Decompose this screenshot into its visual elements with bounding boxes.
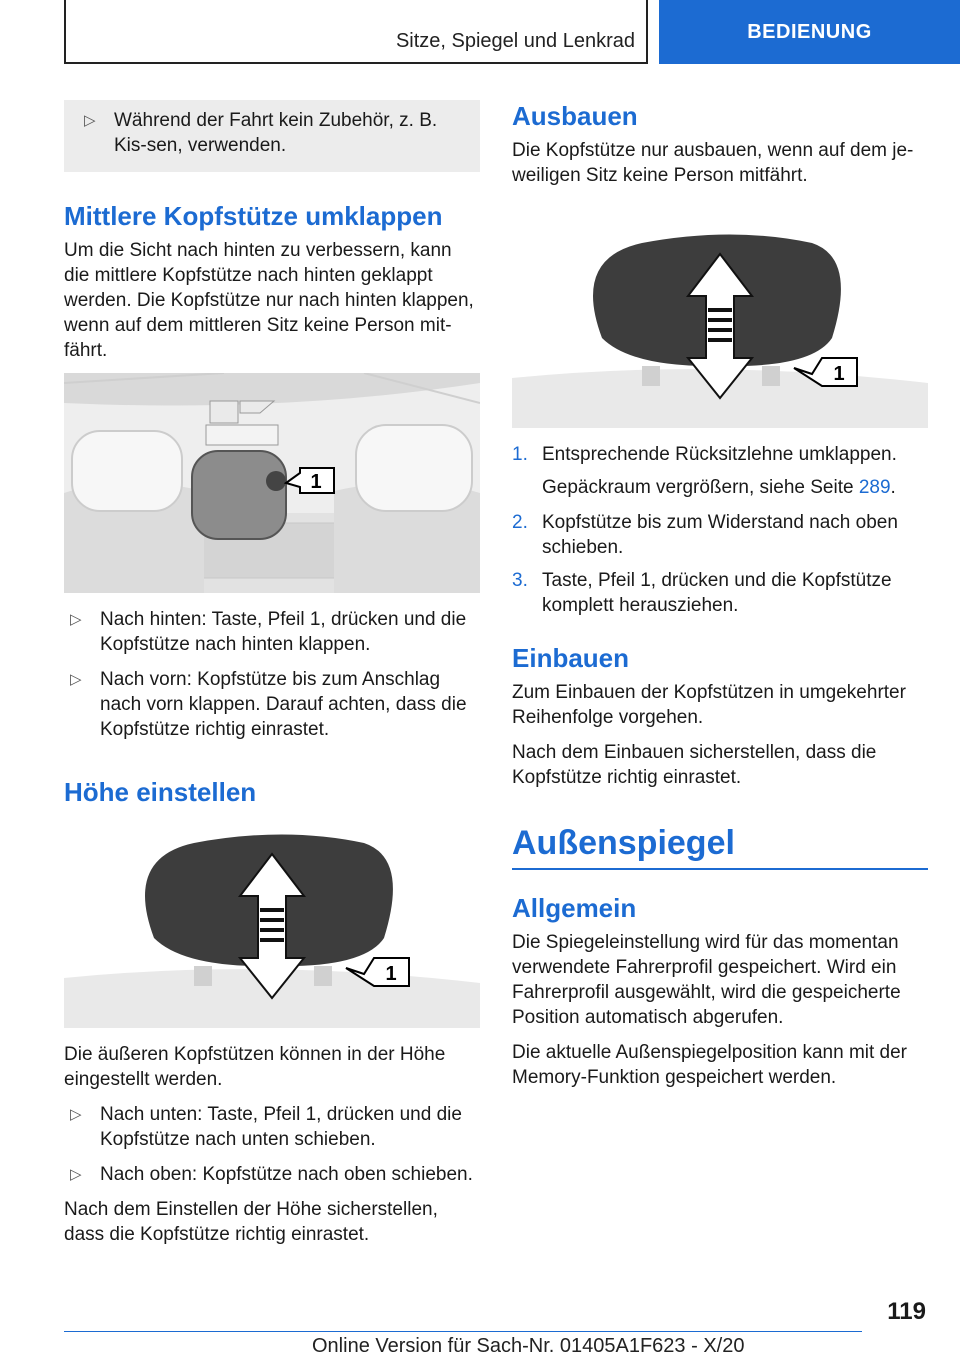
paragraph-einbauen-1: Zum Einbauen der Kopfstützen in umgekehrter Reihenfolge vorgehen. [512,682,906,728]
paragraph-ausbauen: Die Kopfstütze nur ausbauen, wenn auf dem je-weiligen Sitz keine Person mitfährt. [512,140,914,186]
step-1-subtext [542,475,928,500]
heading-aussenspiegel: Außenspiegel [512,820,928,870]
step-number: 1. [512,444,528,465]
list-item [512,510,928,560]
figure-headrest-removal [512,218,928,428]
right-column [512,100,928,1100]
heading-allgemein: Allgemein [512,893,637,923]
paragraph-nach-einstellen: Nach dem Einstellen der Höhe sicherstellen, dass die Kopfstütze richtig einrastet. [64,1199,438,1245]
step-number: 2. [512,512,528,533]
list-item [64,1162,480,1187]
figure-callout-1: 1 [310,471,322,493]
heading-mittlere-kopfstuetze: Mittlere Kopfstütze umklappen [64,201,443,231]
bullet-text: Nach unten: Taste, Pfeil 1, drücken und die Kopfstütze nach unten schieben. [100,1104,462,1150]
paragraph-mittlere: Um die Sicht nach hinten zu verbessern, kann die mittlere Kopfstütze nach hinten geklappt werden. Die Kopfstütze nur nach hinten klappen, wenn auf dem mittleren Sitz keine Person mit-fährt. [64,240,474,361]
list-item [512,442,928,467]
figure-callout-1: 1 [385,963,397,985]
step-text: Entsprechende Rücksitzlehne umklappen. [542,444,897,465]
header-section-title: Sitze, Spiegel und Lenkrad [395,30,635,52]
footer-version-text: Online Version für Sach-Nr. 01405A1F623 - X/20 [312,1335,745,1357]
header-tab-bedienung[interactable] [659,0,960,64]
heading-hoehe-einstellen: Höhe einstellen [64,777,257,807]
list-item [64,667,480,742]
triangle-bullet-icon: ▷ [70,671,82,688]
bullet-text: Nach hinten: Taste, Pfeil 1, drücken und die Kopfstütze nach hinten klappen. [100,609,467,655]
paragraph-hoehe: Die äußeren Kopfstützen können in der Höhe eingestellt werden. [64,1044,446,1090]
heading-ausbauen: Ausbauen [512,101,638,131]
figure-rear-seats-headrest [64,373,480,593]
left-column [64,100,480,1257]
page-reference-link[interactable]: 289 [858,477,891,498]
step-text: Taste, Pfeil 1, drücken und die Kopfstütze komplett herausziehen. [542,570,892,616]
triangle-bullet-icon: ▷ [84,112,96,129]
figure-callout-1: 1 [833,363,845,385]
bullet-text: Nach vorn: Kopfstütze bis zum Anschlag nach vorn klappen. Darauf achten, dass die Kopfstütze richtig einrastet. [100,669,467,740]
triangle-bullet-icon: ▷ [70,1106,82,1123]
note-box [64,100,480,172]
paragraph-allgemein-1: Die Spiegeleinstellung wird für das momentan verwendete Fahrerprofil gespeichert. Wird ein Fahrerprofil ausgewählt, wird die gespeicherte Position automatisch abgerufen. [512,932,901,1028]
header-tab-label: BEDIENUNG [747,20,872,43]
list-item [512,568,928,618]
step-number: 3. [512,570,528,591]
list-item [64,1102,480,1152]
heading-einbauen: Einbauen [512,643,630,673]
triangle-bullet-icon: ▷ [70,611,82,628]
step-text: Kopfstütze bis zum Widerstand nach oben schieben. [542,512,898,558]
figure-headrest-height [64,818,480,1028]
paragraph-einbauen-2: Nach dem Einbauen sicherstellen, dass die Kopfstütze richtig einrastet. [512,742,877,788]
note-text: Während der Fahrt kein Zubehör, z. B. Kis-sen, verwenden. [114,110,438,156]
step-1-sub-end: . [890,477,896,498]
bullet-text: Nach oben: Kopfstütze nach oben schieben. [100,1164,473,1185]
page-number: 119 [887,1298,926,1325]
triangle-bullet-icon: ▷ [70,1166,82,1183]
step-1-sub-text: Gepäckraum vergrößern, siehe Seite [542,477,859,498]
footer-divider [64,1331,862,1332]
paragraph-allgemein-2: Die aktuelle Außenspiegelposition kann mit der Memory-Funktion gespeichert werden. [512,1042,908,1088]
list-item [64,607,480,657]
note-bullet [78,108,466,158]
